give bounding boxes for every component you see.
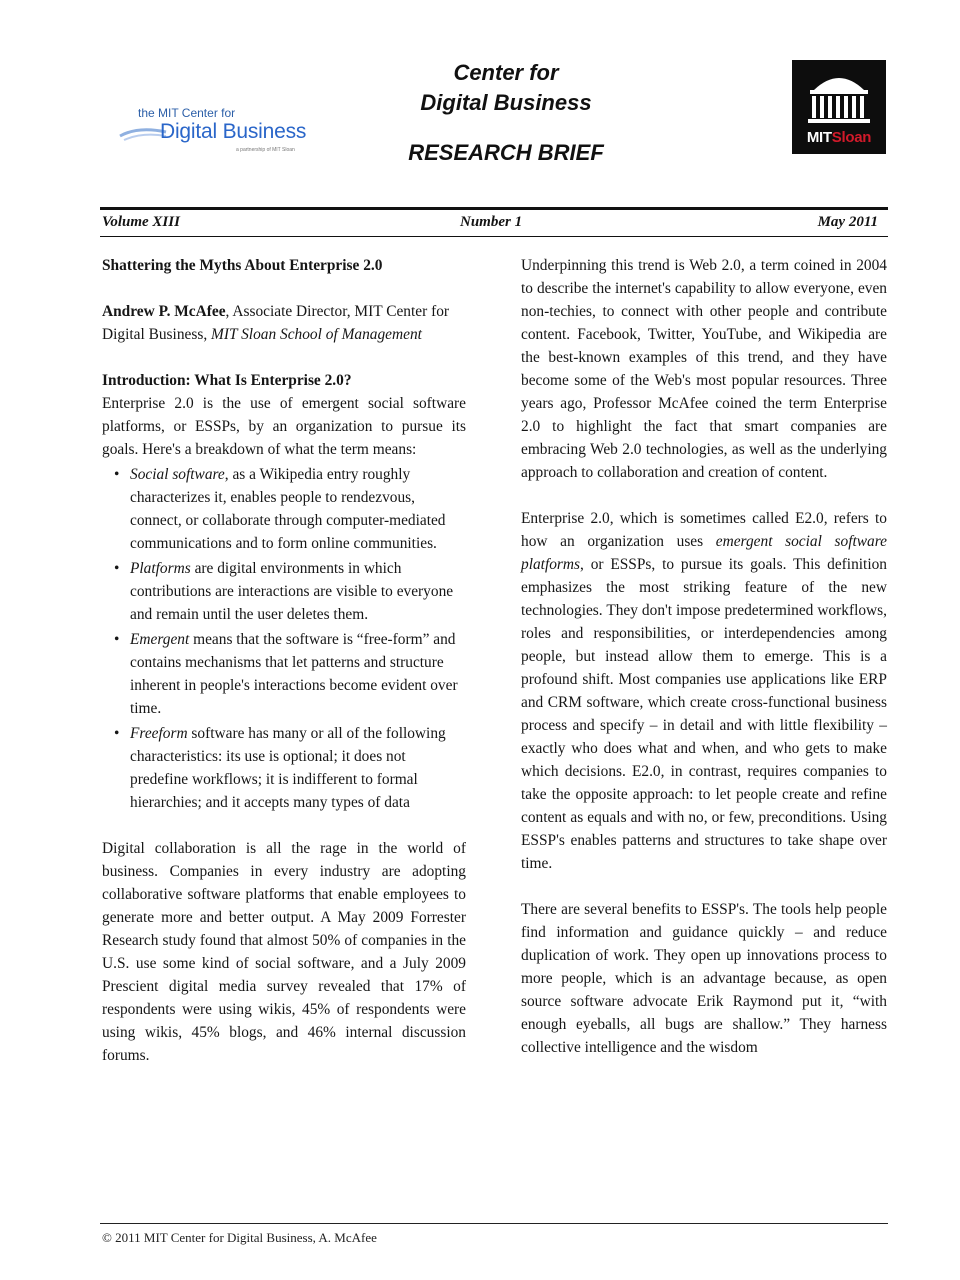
article-title: Shattering the Myths About Enterprise 2.0	[102, 257, 383, 274]
mit-wordmark: MIT	[806, 129, 832, 146]
issue-volume: Volume XIII	[102, 214, 180, 230]
bullet-term: Social software	[130, 466, 225, 483]
list-item	[102, 557, 466, 626]
bullet-text: are digital environments in which contributions are interactions are visible to everyone and remain until the user deletes them.	[130, 560, 454, 623]
header-title-line2: Digital Business	[420, 90, 592, 115]
web20-paragraph: Underpinning this trend is Web 2.0, a term coined in 2004 to describe the internet's capability to allow everyone, even non-techies, to connect with other people and contribute content. Facebook, Twitter, YouTube, and Wikipedia are the best-known examples of this trend, and they have become some of the Web's most popular resources. Three years ago, Professor McAfee coined the term Enterprise 2.0 to highlight the fact that smart companies are embracing Web 2.0 technologies, as well as the underlying approach to collaboration and creation of content.	[521, 257, 887, 481]
header-title-line1: Center for	[453, 60, 559, 85]
cdb-logo-name: Digital Business	[160, 120, 307, 143]
footer-rule	[100, 1223, 888, 1224]
issue-rule	[100, 236, 888, 237]
list-item	[102, 463, 466, 555]
header-rule	[100, 207, 888, 210]
intro-text: Enterprise 2.0 is the use of emergent social software platforms, or ESSPs, by an organization to pursue its goals. Here's a breakdown of what the term means:	[102, 395, 466, 458]
dome-icon	[792, 60, 886, 130]
enterprise20-text-a: Enterprise 2.0, which is sometimes called E2.0, refers to how an organization uses	[521, 510, 887, 550]
definition-list	[102, 463, 466, 814]
mit-sloan-logo	[792, 60, 886, 154]
bullet-term: Freeform	[130, 725, 188, 742]
research-brief-label: RESEARCH BRIEF	[408, 140, 604, 165]
author-line	[102, 300, 466, 346]
mit-sloan-wordmark	[792, 129, 886, 146]
copyright-footer: © 2011 MIT Center for Digital Business, A. McAfee	[102, 1230, 377, 1245]
author-affiliation: MIT Sloan School of Management	[211, 326, 422, 343]
digital-collaboration-paragraph: Digital collaboration is all the rage in the world of business. Companies in every industry are adopting collaborative software platforms that enable employees to generate more and better output. A May 2009 Forrester Research study found that almost 50% of companies in the U.S. use some kind of social software, and a July 2009 Prescient digital media survey revealed that 17% of respondents were using wikis, 45% of respondents were using wikis, 45% blogs, and 46% internal discussion forums.	[102, 840, 466, 1064]
bullet-text: software has many or all of the following characteristics: its use is optional; it does not predefine workflows; it is indifferent to formal hierarchies; and it accepts many types of data	[130, 725, 446, 811]
bullet-term: Emergent	[130, 631, 190, 648]
list-item	[102, 628, 466, 720]
author-name: Andrew P. McAfee	[102, 303, 226, 320]
list-item	[102, 722, 466, 814]
enterprise20-text-b: , or ESSPs, to pursue its goals. This definition emphasizes the most striking feature of the new technologies. They don't impose predetermined workflows, roles and responsibilities, or interdependencies among people, but instead allow them to emerge. This is a profound shift. Most companies use applications like ERP and CRM software, which create cross-functional business process and specify – in detail and with little flexibility – exactly who does what and when, and who gets to make which decisions. E2.0, in contrast, requires companies to take the opposite approach: to let people create and refine content as equals and with no, or few, preconditions. Using ESSP's enables patterns and structures to take shape over time.	[521, 556, 887, 872]
cdb-logo-small-text: the MIT Center for	[138, 106, 236, 120]
left-column	[102, 254, 466, 1067]
enterprise20-emphasis: emergent social software platforms	[521, 533, 887, 573]
right-column	[521, 254, 887, 1059]
issue-date: May 2011	[817, 214, 878, 230]
intro-heading: Introduction: What Is Enterprise 2.0?	[102, 372, 352, 389]
issue-number: Number 1	[460, 214, 523, 230]
author-role: , Associate Director, MIT Center for Digital Business,	[102, 303, 450, 343]
benefits-paragraph: There are several benefits to ESSP's. The tools help people find information and guidance quickly – and reduce duplication of work. They open up innovations process to more people, which is an advantage because, as open source software advocate Erik Raymond put it, “with enough eyeballs, all bugs are shallow.” They harness collective intelligence and the wisdom	[521, 901, 887, 1056]
bullet-text: means that the software is “free-form” and contains mechanisms that let patterns and structure inherent in people's interactions become evident over time.	[130, 631, 458, 717]
bullet-text: , as a Wikipedia entry roughly characterizes it, enables people to rendezvous, connect, or collaborate through computer-mediated communications and to form online communities.	[130, 466, 446, 552]
sloan-wordmark: Sloan	[831, 129, 872, 146]
enterprise20-paragraph	[521, 507, 887, 875]
cdb-logo-tagline: a partnership of MIT Sloan	[236, 147, 295, 153]
bullet-term: Platforms	[130, 560, 191, 577]
